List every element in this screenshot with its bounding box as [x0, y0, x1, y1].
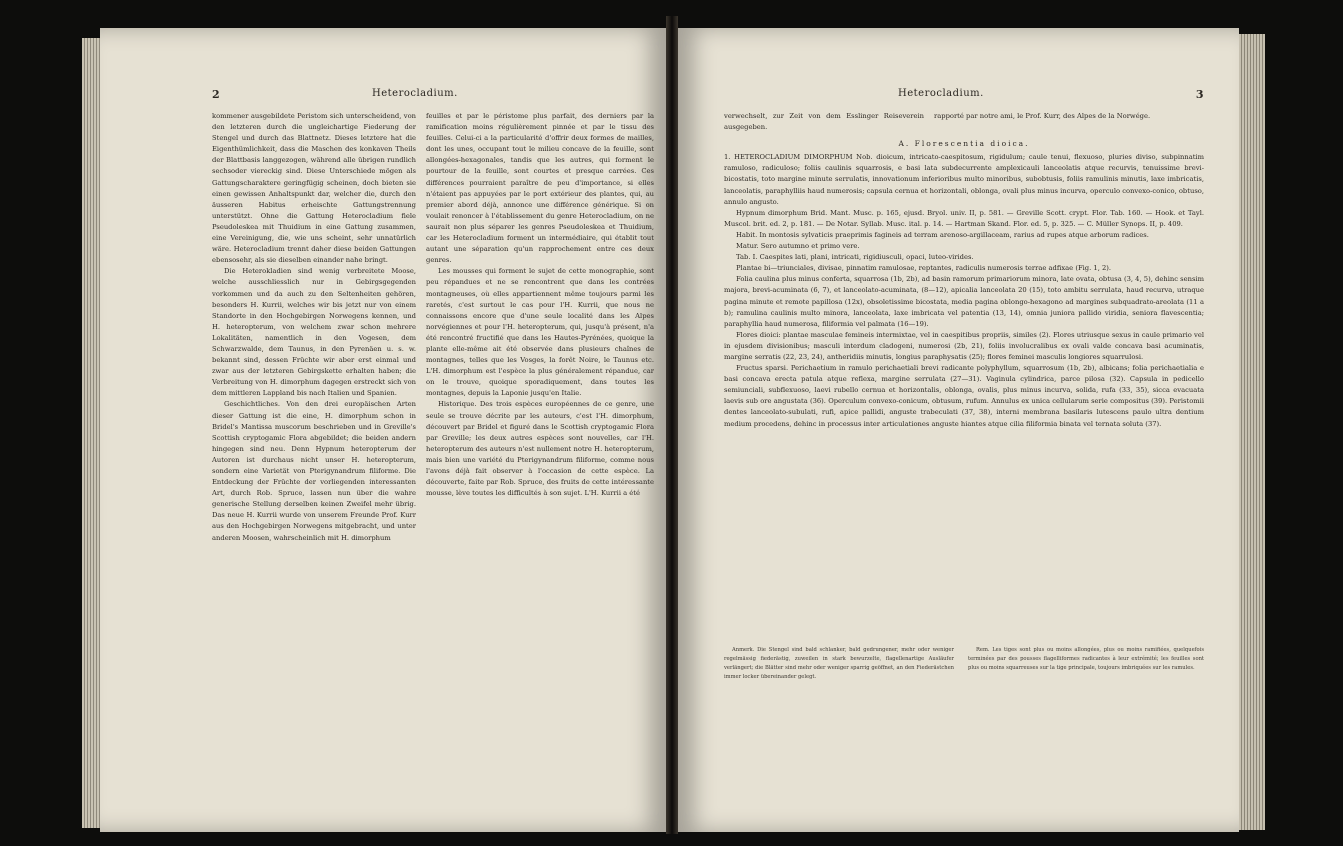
book-gutter [666, 16, 678, 834]
right-page-title: Heterocladium. [898, 88, 984, 99]
footnote-german [724, 646, 954, 682]
plants-description: Plantae bi—triunciales, divisae, pinnatim ramulosae, reptantes, radiculis numerosis terrae adfixae (Fig. 1, 2). [736, 264, 1112, 273]
intro-french: rapporté par notre ami, le Prof. Kurr, des Alpes de la Norwége. [934, 112, 1151, 120]
fruit-description: Fructus sparsi. Perichaetium in ramulo perichaetiali brevi radicante polyphyllum, squarrosum (1b, 2b), albicans; folia perichaetialia e basi concava erecta patula atque reflexa, margine serrulata (27—31). Vaginula cylindrica, parce pilosa (32). Capsula in pedicello semiunciali, subflexuoso, laevi rubello cernua et horizontalis, oblonga, ovalis, plus minus incurva, solida, rufa (33, 35), sicca evacuata laevis sub ore angustata (36). Operculum convexo-conicum, obtusum, rufum. Annulus ex unica cellularum serie compositus (39). Peristomii dentes lanceolato-subulati, rufi, apice pallidi, anguste trabeculati (37, 38), interni membrana basilaris lutescens paulo ultra dentium medium procedens, dehinc in processus inter articulationes anguste hiantes atque cilia filiformia binata vel ternata soluta (37). [724, 364, 1204, 428]
right-body [724, 111, 1204, 430]
species-diagnosis: 1. HETEROCLADIUM DIMORPHUM Nob. dioicum, intricato-caespitosum, rigidulum; caule tenui, flexuoso, pluries diviso, subpinnatim ramuloso, radiculoso; foliis caulinis squarrosis, e basi lata subdecurrente amplexicauli lanceolatis atque recurvis, tenuissime brevi-bicostatis, toto margine minute serrulatis, innovationum inferioribus multo minoribus, subobtusis, foliis ramulinis minutis, laxe imbricatis, lanceolatis, paraphylliis haud numerosis; capsula cernua et horizontali, oblonga, ovali plus minus incurva, operculo convexo-conico, obtuso, annulo angusto. [724, 153, 1204, 206]
paragraph: kommener ausgebildete Peristom sich unterscheidend, von den letzteren durch die ungleichartige Fiederung der Stengel und durch das Blattnetz. Dieses letztere hat die Eigenthümlichkeit, dass die Maschen des konkaven Theils der Blattbasis langgezogen, während alle übrigen rundlich sechsoder viereckig sind. Diese Unterschiede mögen als Gattungscharaktere geringfügig scheinen, doch bieten sie einen gewissen Anhaltspunkt dar, welcher die, durch den äusseren Habitus erheischte Gattungstrennung unterstützt. Ohne die Gattung Heterocladium fiele Pseudoleskea mit Thuidium in eine Gattung zusammen, eine Vereinigung, die, wie uns scheint, sehr unnatürlich wäre. Heterocladium trennt daher diese beiden Gattungen ebensosehr, als sie dieselben einander nahe bringt. [212, 112, 416, 265]
maturity: Matur. Sero autumno et primo vere. [736, 242, 860, 251]
right-page-number: 3 [1195, 88, 1204, 101]
flowers-description: Flores dioici: plantae masculae femineis intermixtae, vel in caespitibus propriis, similes (2). Flores utriusque sexus in caule primario vel in ejusdem divisionibus; masculi interdum cladogeni, numerosi (2b, 21), foliis involucralibus ex ovali valde concava basi acuminatis, margine serratis (22, 23, 24), antheridiis minutis, longius paraphysatis (25); flores feminei masculis longiores squarrulosi. [724, 330, 1204, 361]
right-page [678, 28, 1239, 832]
habitat: Habit. In montosis sylvaticis praeprimis fagineis ad terram arenoso-argillaceam, rarius ad rupes atque arborum radices. [736, 230, 1149, 239]
footnote-french [968, 646, 1204, 673]
left-page-title: Heterocladium. [372, 88, 458, 99]
left-running-head [212, 88, 652, 101]
plate-reference: Tab. I. Caespites lati, plani, intricati, rigidiusculi, opaci, luteo-virides. [736, 253, 974, 262]
paragraph: Les mousses qui forment le sujet de cette monographie, sont peu répandues et ne se rencontrent que dans les contrées montagneuses, où elles appartiennent même toujours parmi les raretés, c'est surtout le cas pour l'H. Kurrii, que nous ne connaissons encore que d'une seule localité dans les Alpes norvégiennes et pour l'H. heteropterum, qui, jusqu'à présent, n'a été rencontré fructifié que dans les Hautes-Pyrénées, quoique la plante elle-même ait été observée dans plusieurs chaînes de montagnes, telles que les Vosges, la forêt Noire, le Taunus etc. L'H. dimorphum est l'espèce la plus généralement répandue, car on le trouve, quoique sporadiquement, dans toutes les montagnes, depuis la Laponie jusqu'en Italie. [426, 267, 654, 398]
right-page-edges [1239, 34, 1265, 830]
section-title: A. Florescentia dioica. [898, 139, 1030, 149]
paragraph: Geschichtliches. Von den drei europäischen Arten dieser Gattung ist die eine, H. dimorphum schon in Bridel's Mantissa muscorum beschrieben und in Greville's Scottish cryptogamic Flora abgebildet; die beiden andern hingegen sind neu. Denn Hypnum heteropterum der Autoren ist durchaus nicht unser H. heteropterum, sondern eine Varietät von Pterigynandrum filiforme. Die Entdeckung der Früchte der vorliegenden interessanten Art, durch Rob. Spruce, lassen nun über die wahre generische Stellung derselben keinen Zweifel mehr übrig. Das neue H. Kurrii wurde von unserem Freunde Prof. Kurr aus den Hochgebirgen Norwegens mitgebracht, und unter anderen Moosen, wahrscheinlich mit H. dimorphum [212, 400, 416, 542]
left-page-number: 2 [212, 88, 221, 101]
left-column-german [212, 111, 416, 544]
synonymy: Hypnum dimorphum Brid. Mant. Musc. p. 165, ejusd. Bryol. univ. II, p. 581. — Greville Scott. crypt. Flor. Tab. 160. — Hook. et Tayl. Muscol. brit. ed. 2, p. 181. — De Notar. Syllab. Musc. ital. p. 14. — Hartman Skand. Flor. ed. 5, p. 325. — C. Müller Synops. II, p. 409. [724, 208, 1204, 228]
footnote-text: Anmerk. Die Stengel sind bald schlanker, bald gedrungener, mehr oder weniger regelmässig fiederästig, zuweilen in stark bewurzelte, flagellenartige Ausläufer verlängert; die Blätter sind mehr oder weniger sparrig geöffnet, an den Fiederästchen immer locker übereinander gelegt. [724, 647, 954, 680]
left-column-french [426, 111, 654, 499]
leaves-description: Folia caulina plus minus conferta, squarrosa (1b, 2b), ad basin ramorum primariorum minora, late ovata, obtusa (3, 4, 5), dehinc sensim majora, brevi-acuminata (6, 7), et lanceolato-acuminata, (8—12), apicalia lanceolata 20 (15), toto ambitu serrulata, haud recurva, utraque pagina minute et remote papillosa (12x), obsoletissime bicostata, media pagina oblongo-hexagono ad margines subquadrato-areolata (11 a b); ramulina caulinis multo minora, lanceolata, laxe imbricata vel patentia (13, 14), omnia juniora pallido viridia, seniora flavescentia; paraphyllia haud numerosa, filiformia vel palmata (16—19). [724, 275, 1204, 328]
footnote-text: Rem. Les tiges sont plus ou moins allongées, plus ou moins ramifiées, quelquefois terminées par des pousses flagelliformes radicantes à leur extrémité; les feuilles sont plus ou moins squarreuses sur la tige principale, toujours imbriquées sur les ramules. [968, 647, 1204, 671]
intro-german: verwechselt, zur Zeit von dem Esslinger Reiseverein ausgegeben. [724, 112, 924, 132]
left-page [100, 28, 666, 832]
paragraph: Historique. Des trois espèces européennes de ce genre, une seule se trouve décrite par les auteurs, c'est l'H. dimorphum, découvert par Bridel et figuré dans le Scottish cryptogamic Flora par Greville; les deux autres espèces sont nouvelles, car l'H. heteropterum des auteurs n'est nullement notre H. heteropterum, mais bien une variété du Pterigynandrum filiforme, comme nous l'avons déjà fait observer à l'occasion de cette espèce. La découverte, faite par Rob. Spruce, des fruits de cette intéressante mousse, lève toutes les difficultés à son sujet. L'H. Kurrii a été [426, 400, 654, 498]
left-page-edges [82, 38, 100, 828]
paragraph: Die Heterokladien sind wenig verbreitete Moose, welche ausschliesslich nur in Gebirgsgegenden vorkommen und da auch zu den Seltenheiten gehören, besonders H. Kurrii, welches wir bis jetzt nur von einem Standorte in den Hochgebirgen Norwegens kennen, und H. heteropterum, von welchem zwar schon mehrere Lokalitäten, namentlich in den Vogesen, dem Schwarzwalde, dem Taunus, in den Pyrenäen u. s. w. bekannt sind, dessen Früchte wir aber erst einmal und zwar aus der letzteren Gebirgskette erhalten haben; die Verbreitung von H. dimorphum dagegen erstreckt sich von dem mittleren Lappland bis nach Italien und Spanien. [212, 267, 416, 398]
intro-continuation [724, 111, 1204, 133]
paragraph: feuilles et par le péristome plus parfait, des derniers par la ramification moins régulièrement pinnée et par le tissu des feuilles. Celui-ci a la particularité d'offrir deux formes de mailles, dont les unes, occupant tout le milieu concave de la feuille, sont allongées-hexagonales, tandis que les autres, qui forment le pourtour de la feuille, sont courtes et presque carrées. Ces différences pourraient paraître de peu d'importance, si elles n'étaient pas appuyées par le port extérieur des plantes, qui, au premier abord déjà, annonce une différence générique. Si on voulait renoncer à l'établissement du genre Heterocladium, on ne saurait non plus séparer les genres Pseudoleskea et Thuidium, car les Heterocladium forment un intermédiaire, qui établit tout autant une séparation qu'un rapprochement entre ces deux genres. [426, 112, 654, 265]
